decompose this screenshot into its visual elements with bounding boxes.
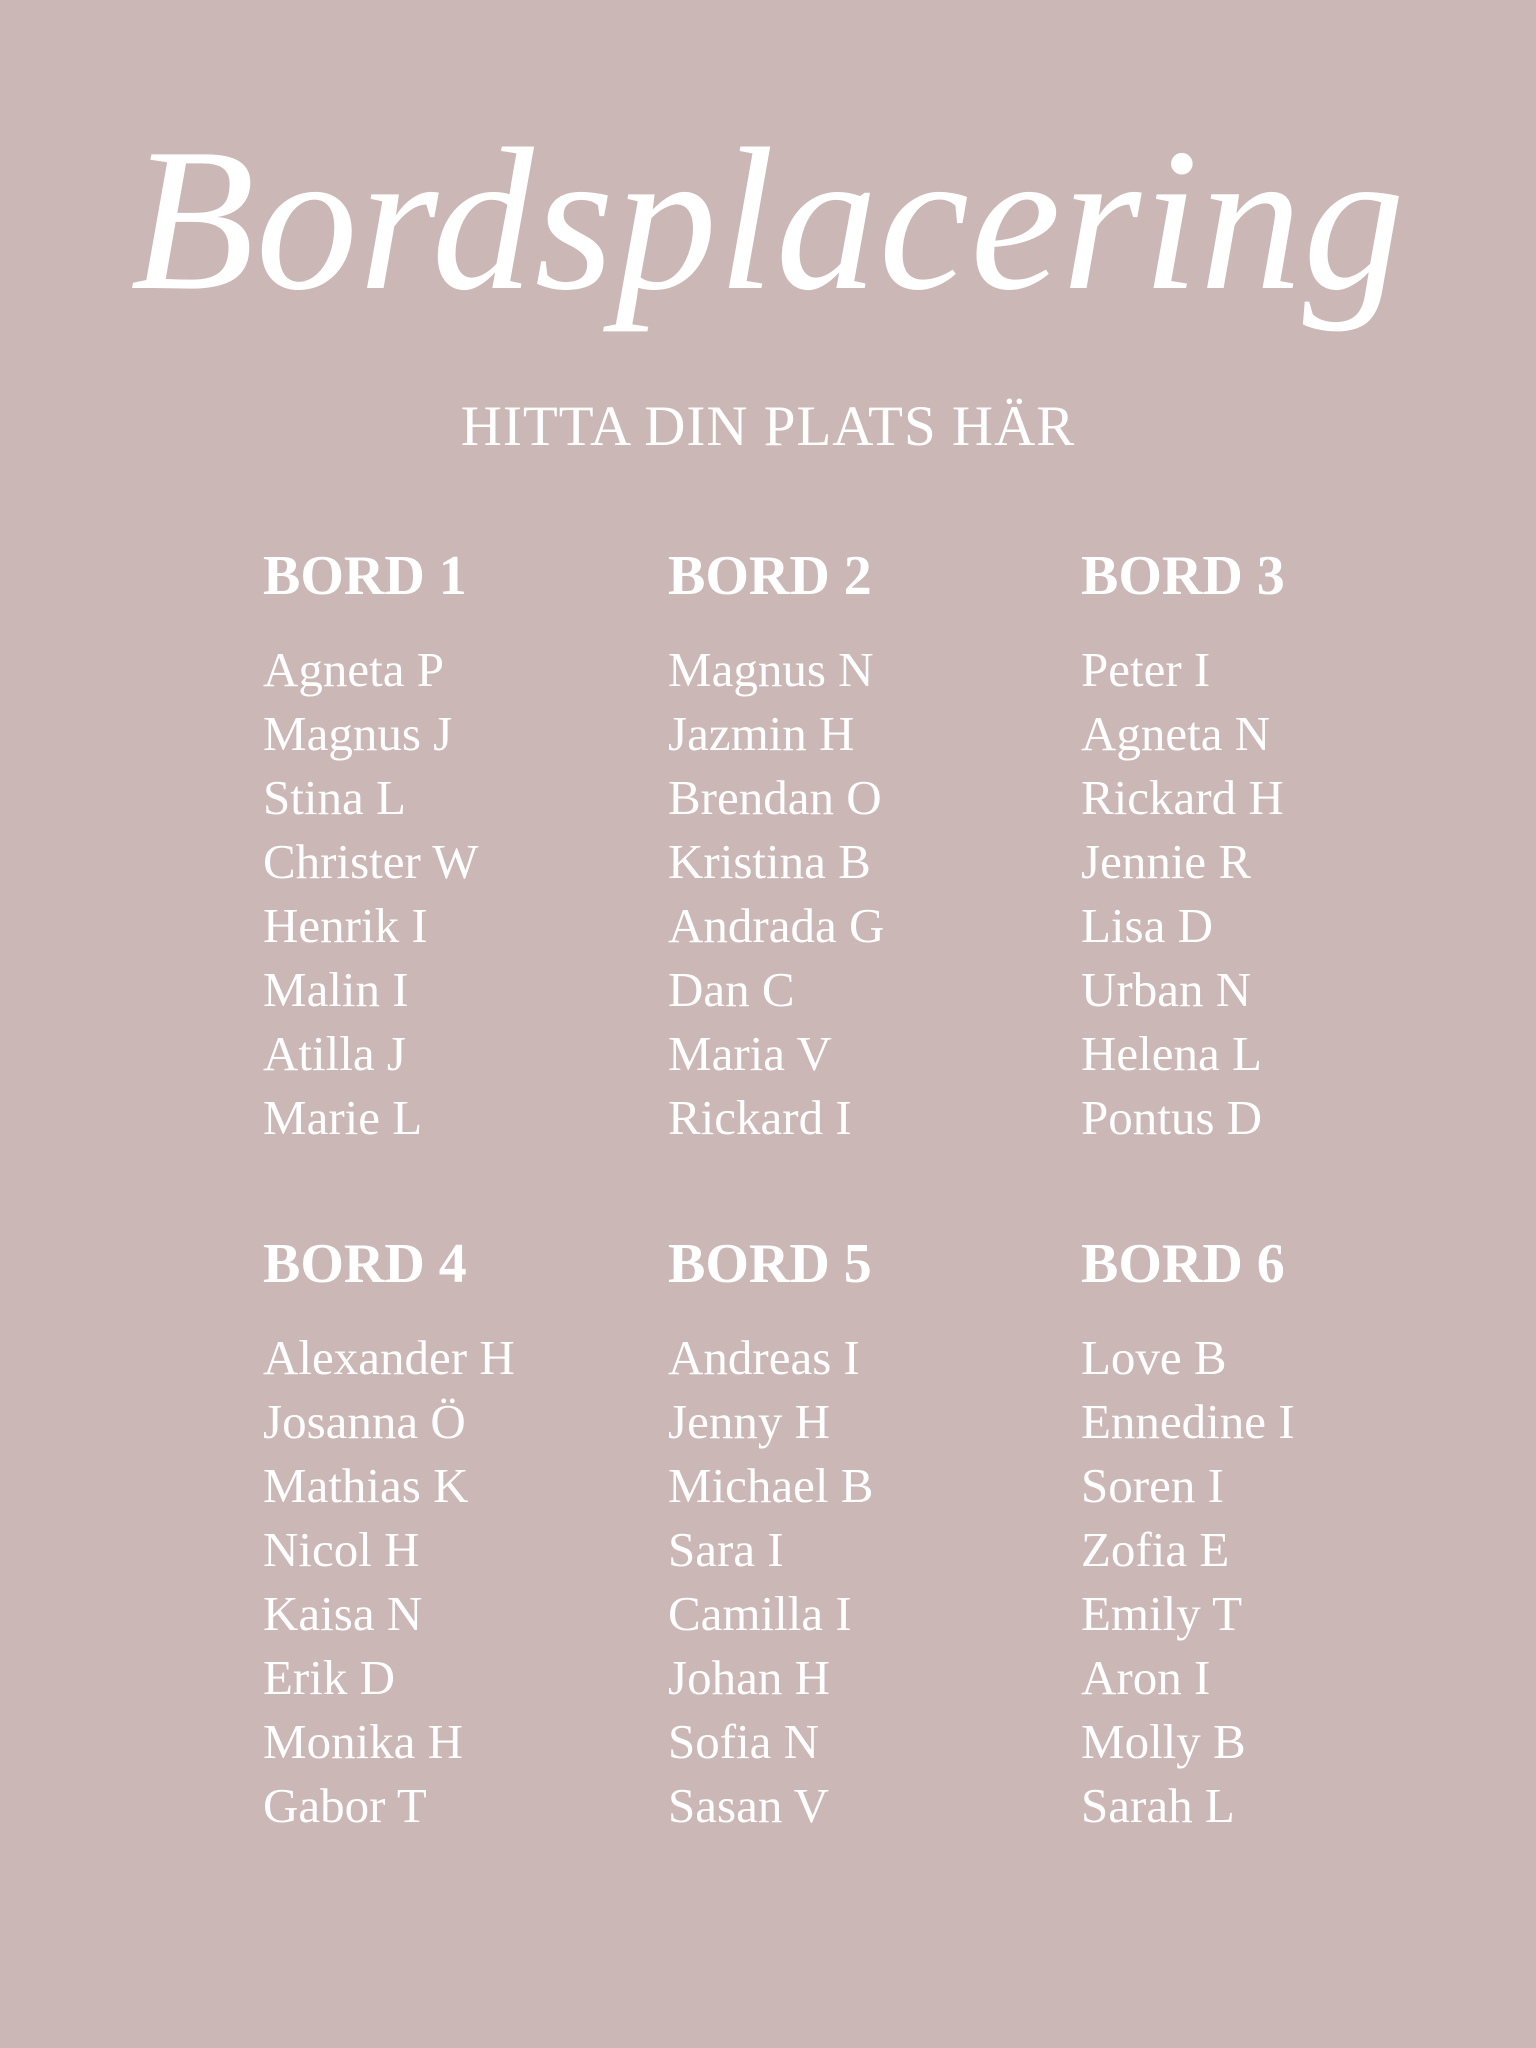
guest-name: Peter I [1081, 642, 1211, 697]
guest-name: Andrada G [668, 898, 885, 953]
guest-name: Andreas I [668, 1330, 860, 1385]
guest-list [263, 638, 623, 1150]
table-heading: BORD 1 [263, 545, 467, 607]
table-heading: BORD 3 [1081, 545, 1285, 607]
guest-name: Gabor T [263, 1778, 427, 1833]
guest-name: Agneta P [263, 642, 444, 697]
guest-name: Marie L [263, 1090, 423, 1145]
guest-list [668, 638, 1028, 1150]
table-block-2 [668, 545, 1028, 1150]
guest-name: Rickard I [668, 1090, 852, 1145]
guest-name: Agneta N [1081, 706, 1271, 761]
guest-name: Zofia E [1081, 1522, 1230, 1577]
guest-name: Magnus N [668, 642, 874, 697]
guest-name: Sofia N [668, 1714, 820, 1769]
guest-name: Nicol H [263, 1522, 420, 1577]
guest-list [263, 1326, 623, 1838]
guest-name: Sarah L [1081, 1778, 1235, 1833]
guest-name: Love B [1081, 1330, 1227, 1385]
guest-name: Sasan V [668, 1778, 830, 1833]
table-heading: BORD 5 [668, 1233, 872, 1295]
guest-name: Atilla J [263, 1026, 406, 1081]
guest-name: Christer W [263, 834, 479, 889]
guest-name: Urban N [1081, 962, 1252, 1017]
guest-name: Dan C [668, 962, 795, 1017]
guest-name: Michael B [668, 1458, 874, 1513]
guest-name: Molly B [1081, 1714, 1246, 1769]
table-block-1 [263, 545, 623, 1150]
guest-name: Pontus D [1081, 1090, 1263, 1145]
guest-name: Rickard H [1081, 770, 1284, 825]
guest-name: Josanna Ö [263, 1394, 466, 1449]
guest-name: Helena L [1081, 1026, 1262, 1081]
guest-name: Jennie R [1081, 834, 1252, 889]
guest-name: Maria V [668, 1026, 832, 1081]
page-subtitle: HITTA DIN PLATS HÄR [460, 395, 1076, 458]
table-heading: BORD 4 [263, 1233, 467, 1295]
guest-list [1081, 638, 1441, 1150]
guest-name: Ennedine I [1081, 1394, 1295, 1449]
table-heading: BORD 6 [1081, 1233, 1285, 1295]
guest-name: Soren I [1081, 1458, 1224, 1513]
guest-name: Lisa D [1081, 898, 1213, 953]
guest-name: Henrik I [263, 898, 428, 953]
page-title: Bordsplacering [130, 107, 1406, 333]
guest-name: Erik D [263, 1650, 395, 1705]
table-block-3 [1081, 545, 1441, 1150]
guest-name: Sara I [668, 1522, 784, 1577]
guest-name: Magnus J [263, 706, 453, 761]
guest-name: Johan H [668, 1650, 830, 1705]
guest-name: Kristina B [668, 834, 871, 889]
guest-name: Malin I [263, 962, 409, 1017]
guest-name: Aron I [1081, 1650, 1211, 1705]
guest-list [668, 1326, 1028, 1838]
guest-name: Jenny H [668, 1394, 830, 1449]
guest-name: Stina L [263, 770, 406, 825]
table-block-6 [1081, 1233, 1441, 1838]
guest-name: Monika H [263, 1714, 464, 1769]
guest-list [1081, 1326, 1441, 1838]
guest-name: Camilla I [668, 1586, 852, 1641]
guest-name: Brendan O [668, 770, 882, 825]
table-block-4 [263, 1233, 623, 1838]
guest-name: Alexander H [263, 1330, 515, 1385]
table-heading: BORD 2 [668, 545, 872, 607]
guest-name: Kaisa N [263, 1586, 423, 1641]
table-block-5 [668, 1233, 1028, 1838]
guest-name: Emily T [1081, 1586, 1243, 1641]
guest-name: Jazmin H [668, 706, 855, 761]
guest-name: Mathias K [263, 1458, 469, 1513]
